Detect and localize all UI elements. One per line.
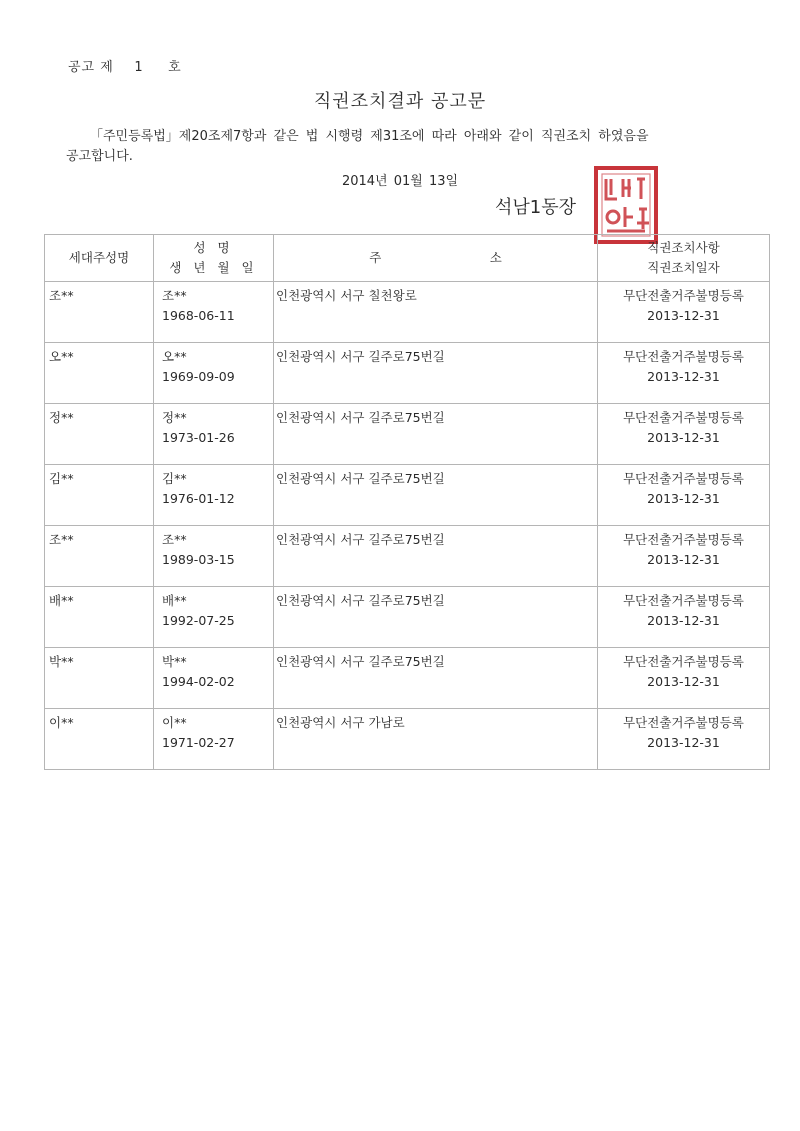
resident-name: 배** bbox=[162, 593, 187, 608]
notice-number bbox=[68, 56, 182, 75]
household-head: 조** bbox=[49, 532, 74, 547]
name-cell bbox=[154, 343, 274, 404]
action-cell bbox=[598, 587, 770, 648]
address: 인천광역시 서구 길주로75번길 bbox=[276, 654, 445, 669]
birth-date: 1992-07-25 bbox=[162, 613, 235, 628]
birth-date: 1969-09-09 bbox=[162, 369, 235, 384]
household-head: 조** bbox=[49, 288, 74, 303]
action-type: 무단전출거주불명등록 bbox=[623, 715, 744, 730]
household-head: 박** bbox=[49, 654, 74, 669]
name-cell bbox=[154, 526, 274, 587]
action-cell bbox=[598, 648, 770, 709]
header-household-head: 세대주성명 bbox=[45, 235, 154, 282]
action-type: 무단전출거주불명등록 bbox=[623, 288, 744, 303]
household-head: 배** bbox=[49, 593, 74, 608]
header-name: 성 명 bbox=[193, 240, 234, 255]
action-cell bbox=[598, 282, 770, 343]
household-head-cell bbox=[45, 526, 154, 587]
resident-name: 정** bbox=[162, 410, 187, 425]
address: 인천광역시 서구 가남로 bbox=[276, 715, 405, 730]
action-date: 2013-12-31 bbox=[647, 735, 720, 750]
header-address bbox=[274, 235, 598, 282]
household-head: 정** bbox=[49, 410, 74, 425]
household-head: 김** bbox=[49, 471, 74, 486]
table-header-row bbox=[45, 235, 770, 282]
notice-number-prefix: 공고 제 bbox=[68, 60, 114, 75]
header-action-type: 직권조치사항 bbox=[647, 240, 720, 255]
table-row bbox=[45, 648, 770, 709]
table-row bbox=[45, 526, 770, 587]
household-head-cell bbox=[45, 648, 154, 709]
header-birthdate: 생 년 월 일 bbox=[169, 260, 258, 275]
household-head: 오** bbox=[49, 349, 74, 364]
action-type: 무단전출거주불명등록 bbox=[623, 654, 744, 669]
address-cell bbox=[274, 587, 598, 648]
address-cell bbox=[274, 648, 598, 709]
address-cell bbox=[274, 465, 598, 526]
birth-date: 1968-06-11 bbox=[162, 308, 235, 323]
action-date: 2013-12-31 bbox=[647, 674, 720, 689]
birth-date: 1994-02-02 bbox=[162, 674, 235, 689]
birth-date: 1971-02-27 bbox=[162, 735, 235, 750]
notice-body-line-2: 공고합니다. bbox=[66, 149, 133, 164]
address-cell bbox=[274, 709, 598, 770]
name-cell bbox=[154, 587, 274, 648]
household-head-cell bbox=[45, 709, 154, 770]
issuer-name: 석남1동장 bbox=[495, 197, 577, 218]
action-date: 2013-12-31 bbox=[647, 308, 720, 323]
household-head-cell bbox=[45, 404, 154, 465]
household-head: 이** bbox=[49, 715, 74, 730]
address: 인천광역시 서구 칠천왕로 bbox=[276, 288, 417, 303]
resident-name: 조** bbox=[162, 288, 187, 303]
action-cell bbox=[598, 343, 770, 404]
header-name-birth bbox=[154, 235, 274, 282]
table-row bbox=[45, 404, 770, 465]
action-date: 2013-12-31 bbox=[647, 552, 720, 567]
address-cell bbox=[274, 404, 598, 465]
table-row bbox=[45, 709, 770, 770]
table-row bbox=[45, 343, 770, 404]
action-date: 2013-12-31 bbox=[647, 491, 720, 506]
address: 인천광역시 서구 길주로75번길 bbox=[276, 532, 445, 547]
table-row bbox=[45, 282, 770, 343]
address: 인천광역시 서구 길주로75번길 bbox=[276, 471, 445, 486]
address: 인천광역시 서구 길주로75번길 bbox=[276, 410, 445, 425]
resident-name: 김** bbox=[162, 471, 187, 486]
notice-date: 2014년 01월 13일 bbox=[341, 174, 459, 189]
resident-name: 박** bbox=[162, 654, 187, 669]
action-cell bbox=[598, 404, 770, 465]
name-cell bbox=[154, 709, 274, 770]
address-cell bbox=[274, 526, 598, 587]
action-date: 2013-12-31 bbox=[647, 430, 720, 445]
household-head-cell bbox=[45, 465, 154, 526]
resident-name: 이** bbox=[162, 715, 187, 730]
address: 인천광역시 서구 길주로75번길 bbox=[276, 349, 445, 364]
name-cell bbox=[154, 465, 274, 526]
notice-number-suffix: 호 bbox=[168, 60, 182, 75]
household-head-cell bbox=[45, 282, 154, 343]
page-title: 직권조치결과 공고문 bbox=[313, 91, 487, 112]
action-type: 무단전출거주불명등록 bbox=[623, 593, 744, 608]
action-cell bbox=[598, 465, 770, 526]
action-type: 무단전출거주불명등록 bbox=[623, 471, 744, 486]
records-table bbox=[44, 234, 770, 770]
name-cell bbox=[154, 648, 274, 709]
header-address-a: 주 bbox=[369, 250, 382, 265]
action-cell bbox=[598, 709, 770, 770]
name-cell bbox=[154, 282, 274, 343]
header-action-date: 직권조치일자 bbox=[647, 260, 720, 275]
action-cell bbox=[598, 526, 770, 587]
birth-date: 1973-01-26 bbox=[162, 430, 235, 445]
birth-date: 1976-01-12 bbox=[162, 491, 235, 506]
address-cell bbox=[274, 343, 598, 404]
notice-number-value: 1 bbox=[134, 60, 144, 75]
table-row bbox=[45, 465, 770, 526]
birth-date: 1989-03-15 bbox=[162, 552, 235, 567]
notice-body-line-1: 「주민등록법」제20조제7항과 같은 법 시행령 제31조에 따라 아래와 같이 직권조치 하였음을 bbox=[90, 129, 649, 144]
household-head-cell bbox=[45, 587, 154, 648]
address: 인천광역시 서구 길주로75번길 bbox=[276, 593, 445, 608]
official-seal-icon bbox=[593, 165, 659, 245]
header-action bbox=[598, 235, 770, 282]
action-type: 무단전출거주불명등록 bbox=[623, 410, 744, 425]
action-type: 무단전출거주불명등록 bbox=[623, 532, 744, 547]
address-cell bbox=[274, 282, 598, 343]
household-head-cell bbox=[45, 343, 154, 404]
action-date: 2013-12-31 bbox=[647, 613, 720, 628]
resident-name: 조** bbox=[162, 532, 187, 547]
action-type: 무단전출거주불명등록 bbox=[623, 349, 744, 364]
header-address-b: 소 bbox=[489, 250, 502, 265]
notice-body bbox=[66, 127, 726, 167]
resident-name: 오** bbox=[162, 349, 187, 364]
name-cell bbox=[154, 404, 274, 465]
action-date: 2013-12-31 bbox=[647, 369, 720, 384]
table-row bbox=[45, 587, 770, 648]
